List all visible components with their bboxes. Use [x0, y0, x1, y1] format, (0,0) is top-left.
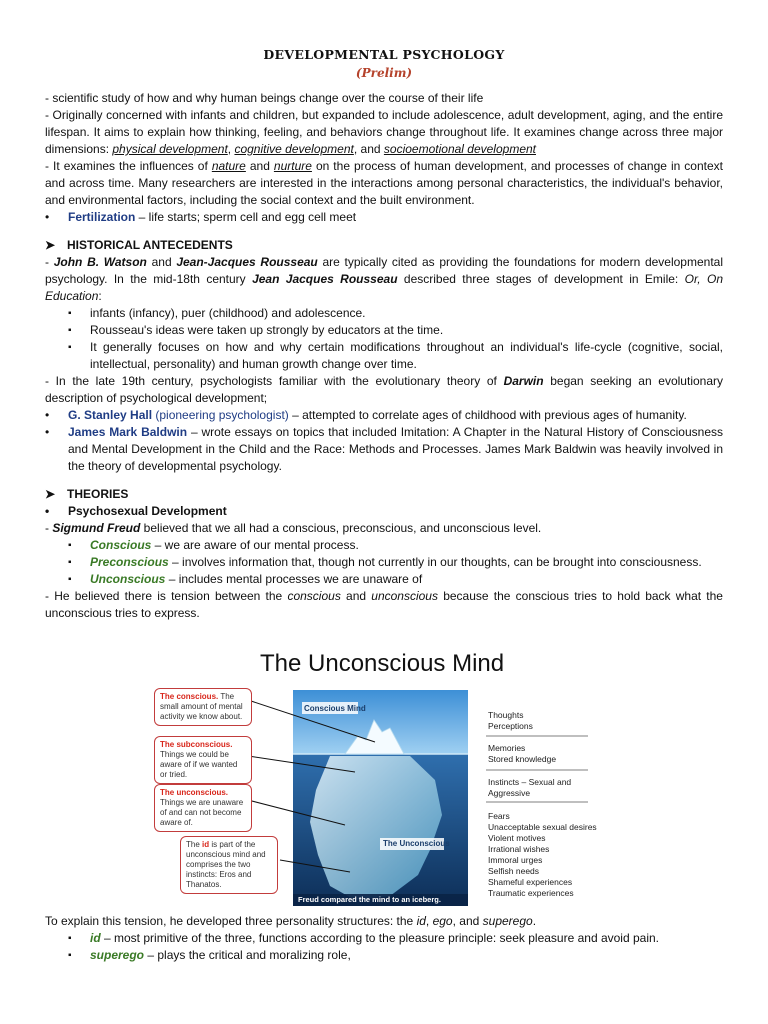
side-label-group: Thoughts Perceptions	[488, 710, 533, 731]
freud-paragraph: - Sigmund Freud believed that we all had a conscious, preconscious, and unconscious level.	[45, 521, 542, 535]
intro-definition: - scientific study of how and why human beings change over the course of their life	[45, 91, 484, 105]
fertilization-bullet: • Fertilization – life starts; sperm cell and egg cell meet	[45, 209, 723, 226]
nature-term: nature	[211, 159, 246, 173]
unconscious-label: The Unconscious	[383, 839, 450, 848]
side-label-group: Instincts – Sexual and Aggressive	[488, 777, 572, 798]
nurture-term: nurture	[273, 159, 312, 173]
historical-paragraph-1: - John B. Watson and Jean-Jacques Rousseau are typically cited as providing the foundations for modern developmental psychology. In the mid-18th century Jean Jacques Rousseau described three stages of development in Emile: Or, On Education:	[45, 255, 724, 303]
conscious-mind-label: Conscious Mind	[304, 704, 366, 713]
psychosexual-bullet: • Psychosexual Development	[45, 503, 723, 520]
side-label-group: Fears Unacceptable sexual desires Violent motives Irrational wishes Immoral urges Selfish needs Shameful experiences Traumatic experiences	[488, 811, 597, 898]
intro-influences-paragraph: - It examines the influences of nature and nurture on the process of human development, and processes of change in context and across time. Many researchers are interested in the interactions among personal characteristics, the individual's behavior, and environmental factors, including the social context and the built environment.	[45, 159, 723, 207]
hall-bullet: • G. Stanley Hall (pioneering psychologist) – attempted to correlate ages of childhood with previous ages of humanity.	[45, 407, 723, 424]
rousseau-bullets	[45, 305, 723, 373]
document-title: DEVELOPMENTAL PSYCHOLOGY	[263, 47, 505, 62]
list-item: ▪ Unconscious – includes mental processes we are unaware of	[45, 571, 723, 588]
historical-heading: ➤ HISTORICAL ANTECEDENTS	[45, 238, 233, 252]
side-label-group: Memories Stored knowledge	[488, 743, 557, 764]
baldwin-bullet: • James Mark Baldwin – wrote essays on topics that included Imitation: A Chapter in the Natural History of Consciousness and Mental Development in the Child and the Race: Methods and Processes. James Mark Baldwin was heavily involved in the theory of developmental psychology.	[45, 424, 723, 475]
list-item: ▪ superego – plays the critical and moralizing role,	[45, 947, 723, 964]
tension-paragraph: - He believed there is tension between the conscious and unconscious because the conscious tries to hold back what the unconscious tries to express.	[45, 589, 723, 620]
arrow-bullet-icon: ➤	[45, 238, 56, 252]
arrow-bullet-icon: ➤	[45, 487, 56, 501]
historical-paragraph-2: - In the late 19th century, psychologists familiar with the evolutionary theory of Darwin began seeking an evolutionary description of psychological development;	[45, 374, 723, 405]
list-item: ▪ Preconscious – involves information that, though not currently in our thoughts, can be brought into consciousness.	[45, 554, 723, 571]
cognitive-development-link: cognitive development	[234, 142, 354, 156]
intro-scope-paragraph: - Originally concerned with infants and children, but expanded to include adolescence, adult development, aging, and the entire lifespan. It aims to explain how thinking, feeling, and behaviors change throughout life. It examines change across three major dimensions: physical development, cognitive development, and socioemotional development	[45, 108, 723, 156]
personality-structures-section	[45, 913, 723, 964]
unconscious-mind-figure	[150, 650, 610, 908]
socioemotional-development-link: socioemotional development	[383, 142, 536, 156]
list-item: ▪ It generally focuses on how and why certain modifications throughout an individual's life-cycle (cognitive, social, intellectual, personality) and human growth change over time.	[45, 339, 723, 373]
consciousness-levels	[45, 537, 723, 588]
callout-conscious: The conscious. The small amount of mental activity we know about.	[154, 688, 252, 726]
list-item: ▪ Conscious – we are aware of our mental process.	[45, 537, 723, 554]
structures-intro: To explain this tension, he developed three personality structures: the id, ego, and superego.	[45, 914, 537, 928]
physical-development-link: physical development	[112, 142, 228, 156]
list-item: ▪ Rousseau's ideas were taken up strongly by educators at the time.	[45, 322, 723, 339]
figure-caption: Freud compared the mind to an iceberg.	[298, 895, 441, 904]
document-subtitle: (Prelim)	[355, 66, 413, 80]
structures-list	[45, 930, 723, 964]
callout-unconscious: The unconscious. Things we are unaware of and can not become aware of.	[154, 784, 252, 832]
list-item: ▪ id – most primitive of the three, functions according to the pleasure principle: seek pleasure and avoid pain.	[45, 930, 723, 947]
callout-subconscious: The subconscious. Things we could be aware of if we wanted or tried.	[154, 736, 252, 784]
figure-title: The Unconscious Mind	[260, 650, 505, 677]
list-item: ▪ infants (infancy), puer (childhood) and adolescence.	[45, 305, 723, 322]
theories-heading: ➤ THEORIES	[45, 487, 129, 501]
callout-id: The id is part of the unconscious mind and comprises the two instincts: Eros and Thanatos.	[180, 836, 278, 894]
document-page	[45, 46, 723, 622]
